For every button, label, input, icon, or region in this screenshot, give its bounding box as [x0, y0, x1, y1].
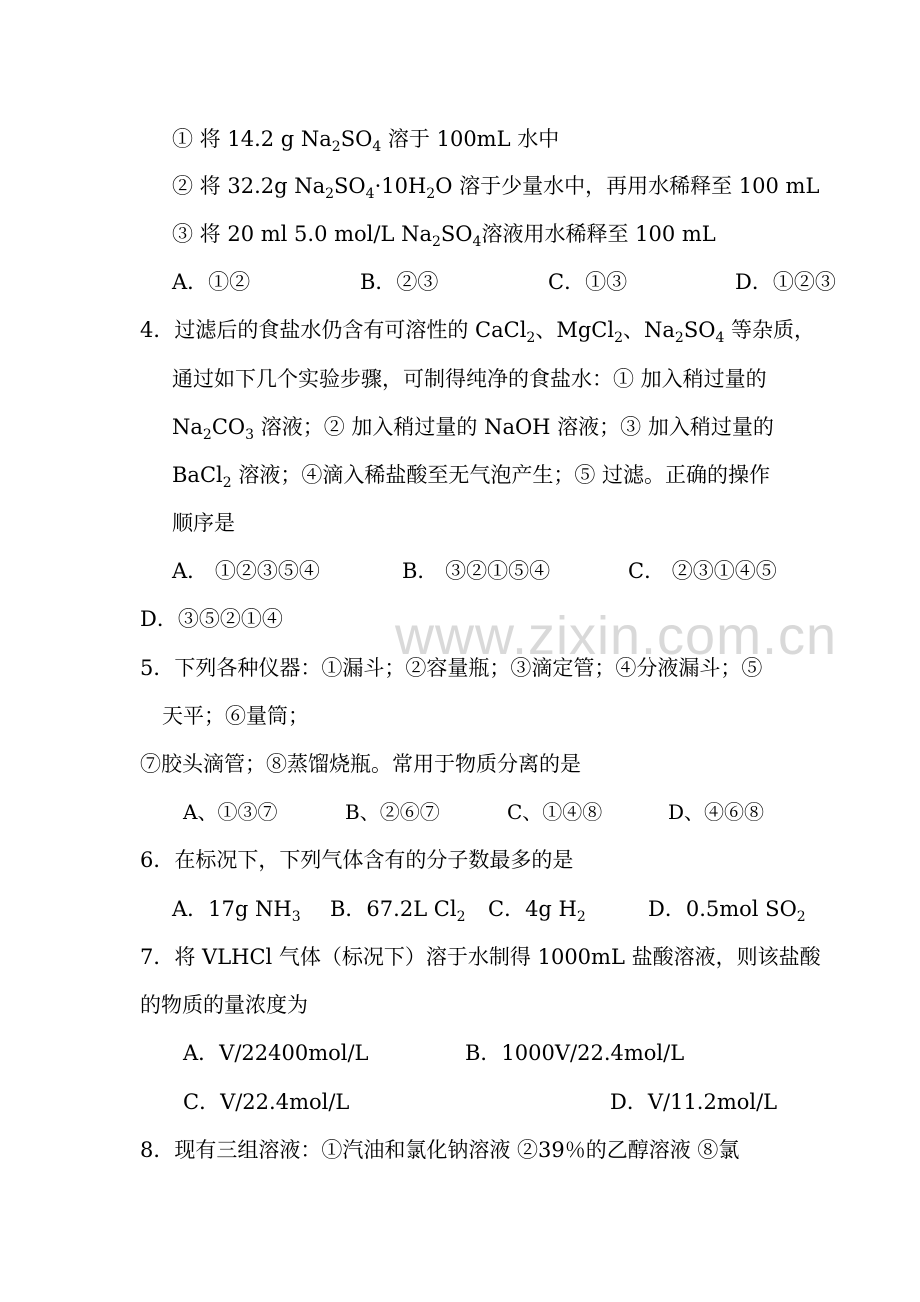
q6-option-b: B．67.2L $Cl_2$	[330, 897, 466, 925]
q5-line-2: 天平；⑥量筒；	[162, 704, 309, 728]
q6-line-1: 6．在标况下，下列气体含有的分子数最多的是	[140, 848, 574, 872]
q5-option-c: C、①④⑧	[507, 800, 603, 824]
q5-line-3: ⑦胶头滴管；⑧蒸馏烧瓶。常用于物质分离的是	[140, 752, 581, 776]
q5-line-1: 5．下列各种仪器：①漏斗；②容量瓶；③滴定管；④分液漏斗；⑤	[140, 656, 763, 680]
q5-option-d: D、④⑥⑧	[668, 800, 765, 824]
q7-line-1: 7．将 VLHCl 气体（标况下）溶于水制得 1000mL 盐酸溶液，则该盐酸	[140, 945, 821, 969]
q6-option-c: C．4g $H_2$	[488, 897, 586, 925]
q4-option-a: A． ①②③⑤④	[172, 559, 320, 583]
q6-option-d: D．0.5mol $SO_2$	[648, 897, 806, 925]
q4-line-5: 顺序是	[172, 511, 235, 535]
watermark: www.zixin.com.cn	[395, 606, 838, 666]
q7-option-c: C．V/22.4mol/L	[183, 1090, 350, 1114]
q3-option-a: A．①②	[172, 270, 251, 294]
q4-line-1: 4．过滤后的食盐水仍含有可溶性的 CaCl$_2$、MgCl$_2$、$Na_2SO_4$ 等杂质，	[140, 318, 816, 346]
q4-line-4: BaCl$_2$ 溶液；④滴入稀盐酸至无气泡产生；⑤ 过滤。正确的操作	[172, 463, 771, 491]
q3-item-3: ③ 将 20 ml 5.0 mol/L $Na_2SO_4$溶液用水稀释至 100 mL	[172, 222, 716, 250]
q6-option-a: A．17g $NH_3$	[172, 897, 301, 925]
q4-option-d: D．③⑤②①④	[140, 607, 283, 631]
q3-item-2: ② 将 32.2g $Na_2SO_4\cdot 10H_2O$ 溶于少量水中，再用水稀释至 100 mL	[172, 174, 820, 202]
q3-option-c: C．①③	[548, 270, 628, 294]
q5-option-b: B、②⑥⑦	[345, 800, 440, 824]
q3-item-1: ① 将 14.2 g $Na_2SO_4$ 溶于 100mL 水中	[172, 127, 560, 155]
q4-line-2: 通过如下几个实验步骤，可制得纯净的食盐水：① 加入稍过量的	[172, 367, 767, 391]
q7-option-b: B．1000V/22.4mol/L	[465, 1041, 685, 1065]
q3-option-b: B．②③	[360, 270, 439, 294]
q7-option-d: D．V/11.2mol/L	[610, 1090, 778, 1114]
q8-line-1: 8．现有三组溶液：①汽油和氯化钠溶液 ②39％的乙醇溶液 ⑧氯	[140, 1138, 740, 1162]
q4-option-b: B． ③②①⑤④	[402, 559, 551, 583]
q4-option-c: C． ②③①④⑤	[628, 559, 777, 583]
q5-option-a: A、①③⑦	[183, 800, 278, 824]
q4-line-3: $Na_2CO_3$ 溶液；② 加入稍过量的 NaOH 溶液；③ 加入稍过量的	[172, 415, 774, 443]
q7-line-2: 的物质的量浓度为	[140, 993, 308, 1017]
q3-option-d: D．①②③	[735, 270, 836, 294]
q7-option-a: A．V/22400mol/L	[183, 1041, 369, 1065]
